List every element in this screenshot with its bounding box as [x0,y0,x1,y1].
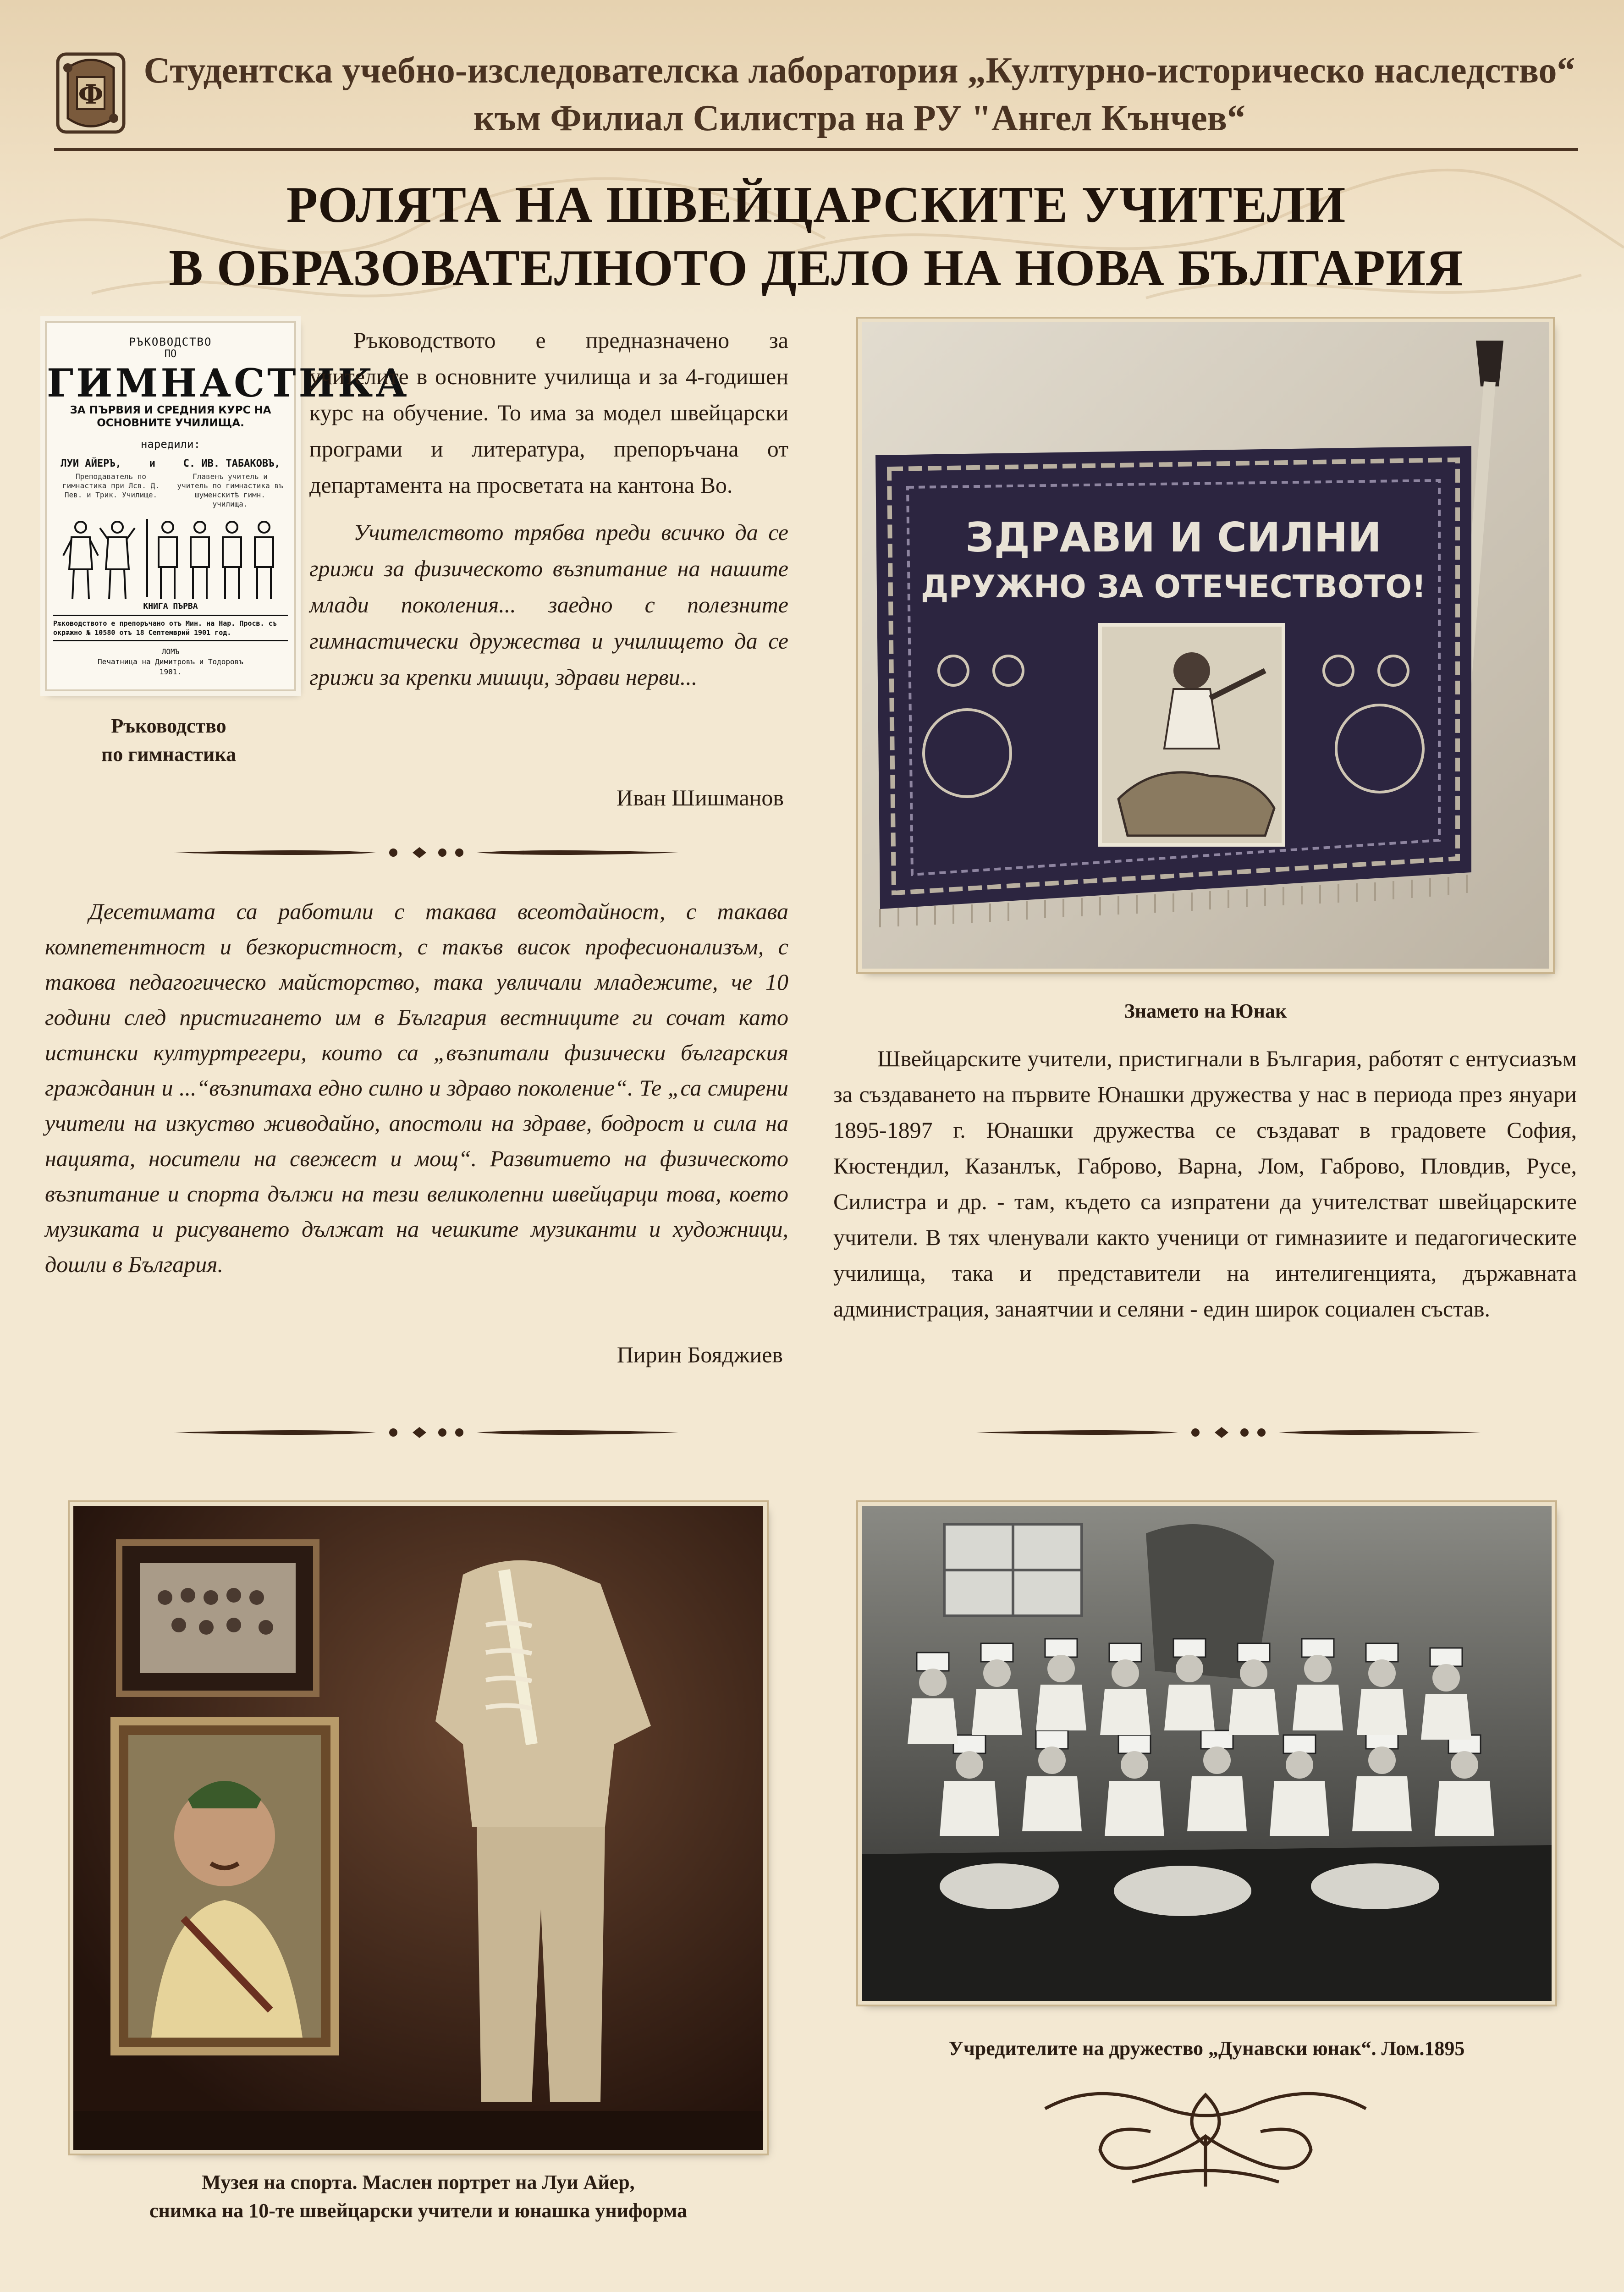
book-city: ЛОМЪ [161,647,180,656]
header-rule [54,148,1578,151]
ornament-divider-2 [174,1419,678,1446]
page-title [54,173,1578,300]
book-line-1: РЪКОВОДСТВО [129,336,212,348]
flag-banner-line-1: ЗДРАВИ И СИЛНИ [965,514,1382,561]
founders-caption: Учредителите на дружество „Дунавски юнак“. Лом.1895 [948,2037,1465,2060]
book-author-1-note: Преподаватель по гимнастика при Лсв. Д. Пев. и Трик. Училище. [62,472,160,499]
sports-museum-photo [73,1506,763,2150]
flourish-ornament-icon [1040,2077,1371,2191]
book-year: 1901. [159,667,182,676]
header-line-1: Студентска учебно-изследователска лаборатория „Културно-историческо наследство“ [143,50,1575,91]
book-caption-line-2: по гимнастика [101,743,237,766]
title-line-2: В ОБРАЗОВАТЕЛНОТО ДЕЛО НА НОВА БЪЛГАРИЯ [169,240,1464,297]
title-line-1: РОЛЯТА НА ШВЕЙЦАРСКИТЕ УЧИТЕЛИ [286,176,1346,233]
book-caption-line-1: Ръководство [111,715,226,737]
flag-banner-line-2: ДРУЖНО ЗА ОТЕЧЕСТВОТО! [920,569,1426,605]
book-title: ГИМНАСТИКА [47,360,410,406]
intro-quote: Учителството трябва преди всичко да се грижи за физическото възпитание на нашите млади поколения... заедно с полезните гимнастически дружества и училището да се грижи за крепки мишци, здрави нерви... [309,519,788,690]
book-volume: КНИГА ПЪРВА [143,601,198,611]
svg-text:Ф: Ф [78,79,104,110]
bojadjiev-quote: Десетимата са работили с такава всеотдайност, с такава компетентност и безкористност, с такъв висок професионализъм, с такова педагогическо майсторство, така увличали младежите, че 10 години след пристигането им в България вестниците ги сочат като истински културтрегери, които са „възпитали физически българския гражданин и ...“възпитаха едно силно и здраво поколение“. Те „са смирени учители на изкуство живодайно, апостоли на здраве, бодрост и сила на нацията, носители на свежест и мощ“. Развитието на физическото възпитание и спорта дължи на тези великолепни швейцарци това, което музиката и рисуването дължат на чешките музиканти и художници, дошли в България. [45,898,788,1277]
book-line-2: ПО [164,348,177,360]
book-authors [47,458,294,469]
museum-caption [73,2168,763,2225]
book-publisher [47,647,294,677]
gymnasts-illustration [47,514,294,601]
museum-caption-line-2: снимка на 10-те швейцарски учители и юнашка униформа [149,2199,687,2222]
ornament-divider-1 [174,839,678,866]
flag-caption: Знамето на Юнак [1124,1000,1287,1022]
book-approval: Рѫководството е препоръчано отъ Мин. на Нар. Просв. съ окрѫжно № 10580 отъ 18 Септемврий 1901 год. [53,615,288,641]
gymnastics-manual-cover [45,321,410,691]
header-line-2: към Филиал Силистра на РУ "Ангел Кънчев“ [473,98,1245,138]
intro-paragraph-1: Ръководството е предназначено за учителите в основните училища и за 4-годишен курс на обучение. То има за модел швейцарски програми и литература, препоръчана от департамента на просветата на кантона Во. [309,327,788,498]
book-editors-label: наредили: [140,438,201,451]
ornament-divider-3 [976,1419,1481,1446]
quote-author: Пирин Бояджиев [617,1342,783,1367]
museum-caption-line-1: Музея на спорта. Маслен портрет на Луи Айер, [202,2171,635,2193]
book-and: и [149,458,155,469]
book-author-2-note: Главенъ учитель и учитель по гимнастика въ шуменскитѣ гимн. училища. [177,472,283,508]
book-author-1: ЛУИ АЙЕРЪ, [61,458,121,469]
book-printer: Печатница на Димитровъ и Тодоровъ [98,657,243,666]
book-author-2: С. ИВ. ТАБАКОВЪ, [183,458,281,469]
book-caption [45,712,292,769]
swiss-teachers-text: Швейцарските учители, пристигнали в България, работят с ентусиазъм за създаването на първите Юнашки дружества у нас в периода през януари 1895-1897 г. Юнашки дружества се създават в градовете София, Кюстендил, Казанлък, Габрово, Варна, Лом, Габрово, Пловдив, Русе, Силистра и др. - там, където са изпратени да учителстват швейцарските учители. В тях членували както ученици от гимназиите и педагогическите училища, така и представители на интелигенцията, държавната администрация, занаятчии и селяни - един широк социален състав. [833,1046,1577,1322]
yunak-flag-photo [862,322,1549,969]
intro-author: Иван Шишманов [616,785,784,810]
dunavski-yunak-founders-photo [862,1506,1552,2001]
intro-text [309,322,788,695]
book-author-notes [47,472,294,509]
book-subtitle: ЗА ПЪРВИЯ И СРЕДНИЯ КУРС НА ОСНОВНИТЕ УЧИЛИЩА. [70,404,271,429]
institution-header [138,47,1581,142]
laboratory-logo-icon [54,50,127,137]
